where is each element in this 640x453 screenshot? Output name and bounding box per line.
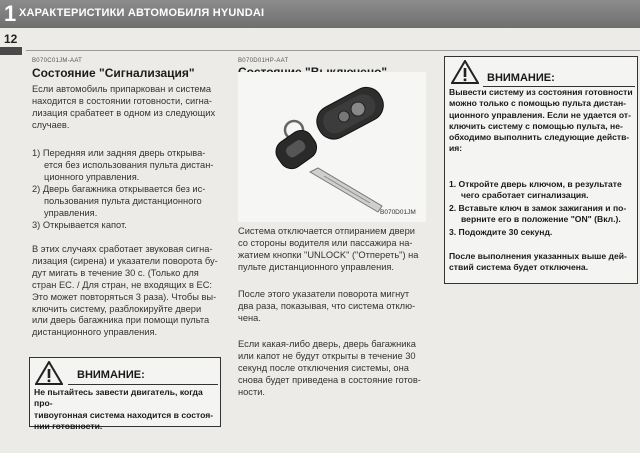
warning-text: После выполнения указанных выше дей- ствий система будет отключена. xyxy=(449,251,627,273)
warning-title: ВНИМАНИЕ: xyxy=(77,369,145,381)
section-code: B070C01JM-AAT xyxy=(32,58,83,64)
warning-step: 3. Подождите 30 секунд. xyxy=(449,227,553,237)
warning-step: 2. Вставьте ключ в замок зажигания и по- верните его в положение "ON" (Вкл.). xyxy=(449,203,627,225)
warning-icon xyxy=(451,60,479,84)
warning-step: 1. Откройте дверь ключом, в результате чего сработает сигнализация. xyxy=(449,179,622,201)
page-number: 12 xyxy=(4,32,18,46)
warning-title: ВНИМАНИЕ: xyxy=(487,72,555,84)
header-divider xyxy=(26,50,640,51)
section-header xyxy=(0,0,640,28)
warning-text: Не пытайтесь завести двигатель, когда про- тивоугонная система находится в состоя- нии готовности. xyxy=(34,387,214,431)
warning-box xyxy=(444,56,638,284)
image-label: B070D01JM xyxy=(380,209,416,216)
warning-box xyxy=(29,357,221,431)
paragraph: После этого указатели поворота мигнут два раза, показывая, что система отклю- чена. xyxy=(238,289,416,323)
paragraph: В этих случаях сработает звуковая сигна- лизация (сирена) и указатели поворота бу- дут мигать в течение 30 с. (Только для стран ЕС. / Для стран, не входящих в ЕС: Это может повторяться 3 раза). Чтобы вы- ключить систему, разблокируйте двери или дверь багажника при помощи пульта дистанционного управления. xyxy=(32,244,218,338)
section-code: B070D01HP-AAT xyxy=(238,58,289,64)
list-item: 2) Дверь багажника открывается без ис- пользования пульта дистанционного управления. xyxy=(32,184,206,218)
page-tab xyxy=(0,47,22,55)
paragraph: Если какая-либо дверь, дверь багажника или капот не будут открыты в течение 30 секунд после отключения системы, она снова будет приведена в состояние готов- ности. xyxy=(238,339,421,397)
section-number: 1 xyxy=(4,1,17,26)
key-fob-icon xyxy=(238,72,426,222)
key-fob-image xyxy=(238,72,426,222)
warning-icon xyxy=(35,361,63,385)
section-title: ХАРАКТЕРИСТИКИ АВТОМОБИЛЯ HYUNDAI xyxy=(19,7,265,19)
paragraph: Система отключается отпиранием двери со стороны водителя или пассажира на- жатием кнопки "UNLOCK" ("Отпереть") на пульте дистанционного управления. xyxy=(238,226,419,272)
list-item: 3) Открывается капот. xyxy=(32,220,127,230)
paragraph: Если автомобиль припаркован и система находится в состоянии готовности, сигна- лизация срабатеет в одном из следующих случаев. xyxy=(32,84,216,130)
warning-text: Вывести систему из состояния готовности можно только с помощью пульта дистан- ционного управления. Если не удается от- ключить систему с помощью пульта, не- обходимо выполнить следующие действ- ия: xyxy=(449,87,633,154)
section-heading: Состояние "Сигнализация" xyxy=(32,66,195,80)
list-item: 1) Передняя или задняя дверь открыва- ется без использования пульта дистан- ционного управления. xyxy=(32,148,214,182)
divider xyxy=(68,384,218,385)
